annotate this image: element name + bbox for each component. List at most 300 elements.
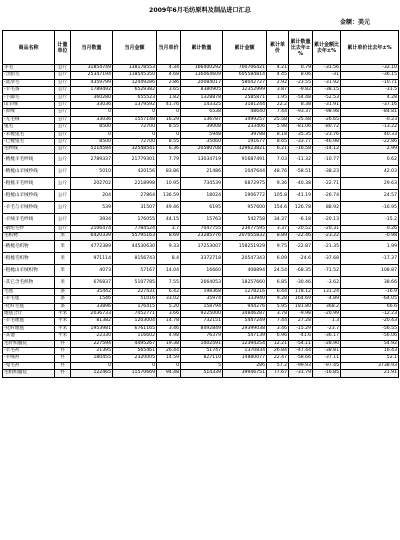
cum-amount-cell: 32352999 xyxy=(223,87,267,94)
month-amount-cell: 227431 xyxy=(113,288,157,295)
month-quantity-cell: 122465 xyxy=(71,370,113,377)
month-amount-cell: 27864 xyxy=(113,189,157,201)
month-quantity-cell: 0 xyxy=(71,109,113,116)
cum-price-cell: 48.76 xyxy=(267,165,289,177)
table-row xyxy=(3,252,399,264)
cum-amount-change-cell: -52.53 xyxy=(313,94,341,101)
month-price-cell: 0 xyxy=(157,362,181,369)
month-amount-cell: 138178553 xyxy=(113,65,157,72)
table-row xyxy=(3,370,399,377)
table-row xyxy=(3,153,399,165)
cum-price-cell: 24.54 xyxy=(267,264,289,276)
cum-amount-change-cell: -38.23 xyxy=(313,165,341,177)
unit-cell: 公斤 xyxy=(55,146,71,153)
cum-quantity-change-cell: -9.98 xyxy=(289,310,313,317)
month-quantity-cell: 676837 xyxy=(71,276,113,288)
product-name-cell: -羊毛毯 xyxy=(3,296,55,303)
product-name-cell: 山羊绒 xyxy=(3,102,55,109)
month-price-cell: 4.68 xyxy=(157,72,181,79)
unit-cell: 条 xyxy=(55,288,71,295)
product-name-cell: -羊毛地毯 xyxy=(3,318,55,325)
cum-amount-cell: 333940 xyxy=(223,296,267,303)
table-row xyxy=(3,264,399,276)
unit-cell: 米 xyxy=(55,276,71,288)
cum-amount-cell: 2585871 xyxy=(223,94,267,101)
unit-cell: 件 xyxy=(55,355,71,362)
month-amount-cell: 72700 xyxy=(113,124,157,131)
cum-quantity-change-cell: -40.38 xyxy=(289,177,313,189)
cum-price-change-cell: 54.92 xyxy=(341,340,399,347)
month-quantity-cell: 204 xyxy=(71,189,113,201)
cum-quantity-change-cell: 35.35 xyxy=(289,131,313,138)
cum-price-cell: 3.46 xyxy=(267,325,289,332)
product-name-cell: -含脂毛 xyxy=(3,72,55,79)
table-header-row xyxy=(3,31,399,65)
currency-unit-label: 金额：美元 xyxy=(339,19,370,26)
cum-quantity-cell: 5 xyxy=(181,362,223,369)
cum-price-cell: 2.92 xyxy=(267,79,289,86)
month-amount-cell: 72700 xyxy=(113,139,157,146)
product-name-cell: -粗梳毛织物 xyxy=(3,252,55,264)
cum-quantity-cell: 732151 xyxy=(181,318,223,325)
cum-amount-change-cell: -26.74 xyxy=(313,189,341,201)
cum-price-cell: 3.87 xyxy=(267,87,289,94)
month-quantity-cell: 180455 xyxy=(71,355,113,362)
cum-amount-cell: 5447249 xyxy=(223,318,267,325)
cum-quantity-change-cell: -15.29 xyxy=(289,325,313,332)
cum-quantity-cell: 23285776 xyxy=(181,233,223,240)
cum-price-change-cell: -22.86 xyxy=(341,139,399,146)
cum-amount-change-cell: -31 xyxy=(313,72,341,79)
unit-cell: 米 xyxy=(55,240,71,252)
product-name-cell: -下脚毛 xyxy=(3,94,55,101)
cum-amount-cell: 944276 xyxy=(223,303,267,310)
month-amount-cell: 1557148 xyxy=(113,116,157,123)
month-amount-cell: 565461 xyxy=(113,347,157,354)
month-quantity-cell: 8500 xyxy=(71,139,113,146)
month-quantity-cell: 1546 xyxy=(71,296,113,303)
cum-quantity-cell: 734539 xyxy=(181,177,223,189)
cum-amount-cell: 207055832 xyxy=(223,233,267,240)
month-price-cell: 3.65 xyxy=(157,87,181,94)
cum-quantity-change-cell: 164.69 xyxy=(289,296,313,303)
cum-price-change-cell: -32.10 xyxy=(341,65,399,72)
month-price-cell: 16.29 xyxy=(157,116,181,123)
cum-quantity-cell: 20084017 xyxy=(181,79,223,86)
table-row xyxy=(3,109,399,116)
product-name-cell: -羊毛与羊绒纱线 xyxy=(3,201,55,213)
month-price-cell: 6.42 xyxy=(157,288,181,295)
cum-price-change-cell: 42.03 xyxy=(341,165,399,177)
cum-amount-cell: 286 xyxy=(223,362,267,369)
cum-amount-change-cell: -46.98 xyxy=(313,139,341,146)
cum-price-change-cell: -15.2 xyxy=(341,213,399,225)
month-amount-cell: 12449286 xyxy=(113,79,157,86)
month-amount-cell: 2320005 xyxy=(113,355,157,362)
cum-quantity-cell: 8492849 xyxy=(181,325,223,332)
cum-quantity-change-cell: -33.77 xyxy=(289,139,313,146)
cum-price-cell: 4.45 xyxy=(267,72,289,79)
month-quantity-cell: 8500 xyxy=(71,124,113,131)
cum-amount-change-cell: -37.68 xyxy=(313,252,341,264)
month-price-cell: 49.46 xyxy=(157,201,181,213)
cum-quantity-change-cell: 181.80 xyxy=(289,303,313,310)
cum-quantity-cell: 8380905 xyxy=(181,87,223,94)
month-quantity-cell: 33896 xyxy=(71,303,113,310)
cum-price-cell: 6.44 xyxy=(267,288,289,295)
cum-quantity-change-cell: -11.32 xyxy=(289,153,313,165)
cum-price-cell: 8.18 xyxy=(267,131,289,138)
cum-amount-cell: 91687491 xyxy=(223,153,267,165)
month-price-cell: 9.33 xyxy=(157,240,181,252)
cum-quantity-cell: 35060 xyxy=(181,139,223,146)
month-amount-cell: 2218998 xyxy=(113,177,157,189)
month-amount-cell: 176055 xyxy=(113,213,157,225)
month-amount-cell: 7452771 xyxy=(113,310,157,317)
product-name-cell: 毛织物 xyxy=(3,233,55,240)
month-amount-cell: 51016 xyxy=(113,296,157,303)
cum-amount-change-cell: -21.35 xyxy=(313,240,341,252)
table-row xyxy=(3,79,399,86)
cum-price-cell: 12.21 xyxy=(267,340,289,347)
month-amount-cell: 0 xyxy=(113,362,157,369)
product-name-cell: -羊毛条 xyxy=(3,87,55,94)
product-name-cell: -腈纶毛纱 xyxy=(3,225,55,232)
month-quantity-cell: 33036 xyxy=(71,102,113,109)
cum-price-change-cell: -12.23 xyxy=(341,310,399,317)
cum-amount-cell: 1278216 xyxy=(223,288,267,295)
table-row xyxy=(3,213,399,225)
cum-amount-change-cell: 368.2 xyxy=(313,303,341,310)
unit-cell: 公斤 xyxy=(55,189,71,201)
cum-amount-change-cell: -14.12 xyxy=(313,146,341,153)
unit-cell: 公斤 xyxy=(55,102,71,109)
unit-cell: 平米 xyxy=(55,318,71,325)
cum-quantity-change-cell: -16.58 xyxy=(289,146,313,153)
cum-quantity-change-cell: -41.6 xyxy=(289,333,313,340)
month-price-cell: 3.46 xyxy=(157,325,181,332)
table-row xyxy=(3,139,399,146)
month-amount-cell: 1203004 xyxy=(113,318,157,325)
table-row xyxy=(3,310,399,317)
cum-amount-cell: 542758 xyxy=(223,213,267,225)
cum-quantity-cell: 1002591 xyxy=(181,340,223,347)
product-name-cell: -羊绒衫 xyxy=(3,355,55,362)
cum-amount-change-cell: -98.98 xyxy=(313,109,341,116)
unit-cell: 件 xyxy=(55,362,71,369)
cum-quantity-cell: 35974 xyxy=(181,296,223,303)
cum-quantity-cell: 6195 xyxy=(181,201,223,213)
cum-price-change-cell: -16.9 xyxy=(341,288,399,295)
table-row xyxy=(3,94,399,101)
month-price-cell: 14.78 xyxy=(157,318,181,325)
cum-price-change-cell: -17.37 xyxy=(341,252,399,264)
cum-quantity-cell: 17253007 xyxy=(181,240,223,252)
cum-quantity-change-cell: 0.79 xyxy=(289,65,313,72)
cum-price-change-cell: -31.5 xyxy=(341,87,399,94)
cum-price-change-cell: -10.71 xyxy=(341,79,399,86)
product-name-cell: -羊绒羊毛纱线 xyxy=(3,213,55,225)
product-name-cell: -未梳兔毛 xyxy=(3,131,55,138)
cum-quantity-change-cell: -20.52 xyxy=(289,225,313,232)
cum-amount-change-cell: -10.77 xyxy=(313,153,341,165)
cum-quantity-change-cell: -54.48 xyxy=(289,94,313,101)
month-quantity-cell: 1789492 xyxy=(71,87,113,94)
cum-amount-cell: 158251929 xyxy=(223,240,267,252)
cum-quantity-change-cell: -23.55 xyxy=(289,79,313,86)
month-price-cell: 1.82 xyxy=(157,94,181,101)
product-name-cell: 毛针织服装 xyxy=(3,340,55,347)
cum-amount-cell: 547139 xyxy=(223,333,267,340)
cum-amount-cell: 23677595 xyxy=(223,225,267,232)
cum-quantity-change-cell: 8.06 xyxy=(289,72,313,79)
header-cell: 累计单价 xyxy=(267,31,289,65)
cum-quantity-cell: 827110 xyxy=(181,355,223,362)
unit-cell: 公斤 xyxy=(55,116,71,123)
month-quantity-cell: 31854749 xyxy=(71,65,113,72)
cum-quantity-cell: 158794 xyxy=(181,303,223,310)
month-amount-cell: 6529382 xyxy=(113,87,157,94)
cum-amount-change-cell: -36.17 xyxy=(313,333,341,340)
month-price-cell: 8.4 xyxy=(157,252,181,264)
unit-cell: 平米 xyxy=(55,310,71,317)
table-row xyxy=(3,362,399,369)
unit-cell: 条 xyxy=(55,296,71,303)
table-row xyxy=(3,340,399,347)
month-price-cell: 94.48 xyxy=(157,370,181,377)
cum-amount-cell: 12394254 xyxy=(223,340,267,347)
cum-quantity-cell: 16660 xyxy=(181,264,223,276)
unit-cell: 件 xyxy=(55,370,71,377)
table-row xyxy=(3,165,399,177)
month-quantity-cell: 21395 xyxy=(71,347,113,354)
cum-price-cell: 6.09 xyxy=(267,252,289,264)
cum-price-change-cell: 1.99 xyxy=(341,240,399,252)
month-price-cell: 14.04 xyxy=(157,264,181,276)
cum-price-cell: 9.75 xyxy=(267,240,289,252)
table-row xyxy=(3,201,399,213)
table-row xyxy=(3,233,399,240)
table-row xyxy=(3,189,399,201)
cum-amount-change-cell: -97.45 xyxy=(313,362,341,369)
month-amount-cell: 118545350 xyxy=(113,72,157,79)
cum-price-cell: 9.28 xyxy=(267,296,289,303)
month-amount-cell: 31507 xyxy=(113,201,157,213)
cum-quantity-change-cell: -22.87 xyxy=(289,240,313,252)
cum-quantity-change-cell: 178.12 xyxy=(289,288,313,295)
month-quantity-cell: 202702 xyxy=(71,177,113,189)
cum-price-cell: 77.67 xyxy=(267,370,289,377)
cum-quantity-cell: 136787 xyxy=(181,116,223,123)
month-quantity-cell: 81382 xyxy=(71,318,113,325)
product-name-cell: -原绒 xyxy=(3,109,55,116)
cum-amount-change-cell: -23.76 xyxy=(313,131,341,138)
table-row xyxy=(3,325,399,332)
cum-price-cell: 7.44 xyxy=(267,318,289,325)
cum-quantity-change-cell: -30.46 xyxy=(289,276,313,288)
product-name-cell: 毛机织服装 xyxy=(3,370,55,377)
cum-amount-change-cell: -31.56 xyxy=(313,65,341,72)
month-amount-cell: 0 xyxy=(113,109,157,116)
cum-price-change-cell: -16.95 xyxy=(341,201,399,213)
month-amount-cell: 176415 xyxy=(113,303,157,310)
cum-price-change-cell: 4.28 xyxy=(341,94,399,101)
cum-price-change-cell: -0.23 xyxy=(341,116,399,123)
cum-quantity-change-cell: -9.82 xyxy=(289,87,313,94)
header-cell: 商品名称 xyxy=(3,31,55,65)
cum-price-change-cell: 29.63 xyxy=(341,177,399,189)
cum-price-change-cell: -36.15 xyxy=(341,72,399,79)
cum-price-change-cell: 38.66 xyxy=(341,276,399,288)
unit-cell: 平米 xyxy=(55,333,71,340)
cum-quantity-change-cell: -58.66 xyxy=(289,355,313,362)
table-row xyxy=(3,65,399,72)
month-amount-cell: 6761165 xyxy=(113,325,157,332)
month-quantity-cell: 6420339 xyxy=(71,233,113,240)
cum-amount-change-cell: -20.31 xyxy=(313,225,341,232)
month-quantity-cell: 0 xyxy=(71,131,113,138)
cum-price-cell: 105.8 xyxy=(267,189,289,201)
unit-cell: 公斤 xyxy=(55,225,71,232)
month-amount-cell: 7784524 xyxy=(113,225,157,232)
product-name-cell: -已梳兔毛 xyxy=(3,139,55,146)
cum-price-cell: 6.85 xyxy=(267,276,289,288)
month-quantity-cell: 22330 xyxy=(71,333,113,340)
cum-price-cell: 1.95 xyxy=(267,94,289,101)
product-name-cell: -化纤地毯 xyxy=(3,325,55,332)
cum-quantity-change-cell: -81.06 xyxy=(289,124,313,131)
cum-price-cell: 154.6 xyxy=(267,201,289,213)
cum-quantity-cell: 1328878 xyxy=(181,94,223,101)
cum-price-change-cell: 16.43 xyxy=(341,347,399,354)
table-row xyxy=(3,131,399,138)
cum-quantity-change-cell: -58.51 xyxy=(289,165,313,177)
cum-price-cell: 4.21 xyxy=(267,65,289,72)
cum-price-change-cell: -20.43 xyxy=(341,318,399,325)
cum-quantity-change-cell: -93.37 xyxy=(289,109,313,116)
cum-quantity-cell: 143325 xyxy=(181,102,223,109)
header-cell: 累计单价比去年±% xyxy=(341,31,399,65)
cum-amount-change-cell: -31.91 xyxy=(313,102,341,109)
cum-quantity-change-cell: -47.44 xyxy=(289,347,313,354)
cum-price-cell: 34.37 xyxy=(267,213,289,225)
month-price-cell: 19.38 xyxy=(157,340,181,347)
product-name-cell: -精梳山羊绒纱线 xyxy=(3,165,55,177)
month-price-cell: 4.34 xyxy=(157,65,181,72)
table-row xyxy=(3,347,399,354)
product-name-cell: -无毛绒 xyxy=(3,116,55,123)
month-amount-cell: 57167 xyxy=(113,264,157,276)
month-quantity-cell: 4772389 xyxy=(71,240,113,252)
cum-price-change-cell: -64.05 xyxy=(341,296,399,303)
cum-amount-change-cell: -38.15 xyxy=(313,87,341,94)
cum-quantity-cell: 51747 xyxy=(181,347,223,354)
cum-price-cell: 8.89 xyxy=(267,233,289,240)
cum-quantity-change-cell: -99.93 xyxy=(289,362,313,369)
unit-cell: 件 xyxy=(55,347,71,354)
cum-amount-cell: 39946751 xyxy=(223,370,267,377)
table-row xyxy=(3,116,399,123)
month-quantity-cell: 2789337 xyxy=(71,153,113,165)
unit-cell: 公斤 xyxy=(55,79,71,86)
month-price-cell: 136.59 xyxy=(157,189,181,201)
month-price-cell: 5.20 xyxy=(157,303,181,310)
cum-amount-cell: 1370834 xyxy=(223,347,267,354)
cum-price-cell: 25.58 xyxy=(267,116,289,123)
cum-price-cell: 3.78 xyxy=(267,310,289,317)
month-quantity-cell: 360280 xyxy=(71,94,113,101)
month-amount-cell: 21779301 xyxy=(113,153,157,165)
cum-amount-cell: 58042727 xyxy=(223,79,267,86)
unit-cell: 公斤 xyxy=(55,65,71,72)
cum-price-change-cell: -56.55 xyxy=(341,325,399,332)
header-cell: 当月单价 xyxy=(157,31,181,65)
product-name-cell: 兔毛 xyxy=(3,124,55,131)
cum-amount-cell: 1047644 xyxy=(223,165,267,177)
month-price-cell: 44.15 xyxy=(157,213,181,225)
product-name-cell: -兔毛衫 xyxy=(3,362,55,369)
cum-amount-change-cell: -16.85 xyxy=(313,370,341,377)
month-amount-cell: 8156743 xyxy=(113,252,157,264)
unit-cell: 平米 xyxy=(55,325,71,332)
cum-quantity-cell: 39008 xyxy=(181,124,223,131)
cum-price-change-cell: -0.98 xyxy=(341,233,399,240)
header-cell: 当月金额 xyxy=(113,31,157,65)
month-price-cell: 8.55 xyxy=(157,139,181,146)
cum-quantity-change-cell: -31.79 xyxy=(289,370,313,377)
product-name-cell: -粗梳羊毛纱线 xyxy=(3,177,55,189)
cum-quantity-cell: 76379 xyxy=(181,333,223,340)
cum-price-change-cell: 21.91 xyxy=(341,370,399,377)
product-name-cell: -精梳毛织物 xyxy=(3,240,55,252)
month-quantity-cell: 3934 xyxy=(71,213,113,225)
table-row xyxy=(3,318,399,325)
unit-cell: 公斤 xyxy=(55,109,71,116)
product-name-cell: -粗梳山羊绒纱线 xyxy=(3,189,55,201)
month-amount-cell: 32548541 xyxy=(113,146,157,153)
cum-price-cell: 8.65 xyxy=(267,139,289,146)
cum-price-cell: 5.95 xyxy=(267,303,289,310)
month-amount-cell: 420156 xyxy=(113,165,157,177)
cum-amount-change-cell: -71.52 xyxy=(313,264,341,276)
month-amount-cell: 44530630 xyxy=(113,240,157,252)
cum-amount-change-cell: -3.62 xyxy=(313,276,341,288)
cum-amount-cell: 957600 xyxy=(223,201,267,213)
unit-cell: 公斤 xyxy=(55,124,71,131)
month-quantity-cell: 35442 xyxy=(71,288,113,295)
month-quantity-cell: 4359799 xyxy=(71,79,113,86)
product-name-cell: -洗净毛 xyxy=(3,79,55,86)
month-amount-cell: 0 xyxy=(113,131,157,138)
unit-cell: 公斤 xyxy=(55,153,71,165)
cum-price-cell: 6.21 xyxy=(267,146,289,153)
cum-quantity-change-cell: -41.19 xyxy=(289,189,313,201)
cum-amount-cell: 3181244 xyxy=(223,102,267,109)
month-price-cell: 0 xyxy=(157,109,181,116)
cum-amount-cell: 700706421 xyxy=(223,65,267,72)
cum-quantity-cell: 3372718 xyxy=(181,252,223,264)
cum-price-cell: 6.96 xyxy=(267,333,289,340)
unit-cell: 条 xyxy=(55,303,71,310)
product-name-cell: -精梳羊毛纱线 xyxy=(3,153,55,165)
header-cell: 累计数量 xyxy=(181,31,223,65)
cum-quantity-change-cell: -68.35 xyxy=(289,264,313,276)
cum-price-change-cell: 2.99 xyxy=(341,146,399,153)
cum-quantity-cell: 7047755 xyxy=(181,225,223,232)
month-quantity-cell: 227594 xyxy=(71,340,113,347)
cum-quantity-cell: 20580708 xyxy=(181,146,223,153)
cum-amount-change-cell: -28.90 xyxy=(313,340,341,347)
